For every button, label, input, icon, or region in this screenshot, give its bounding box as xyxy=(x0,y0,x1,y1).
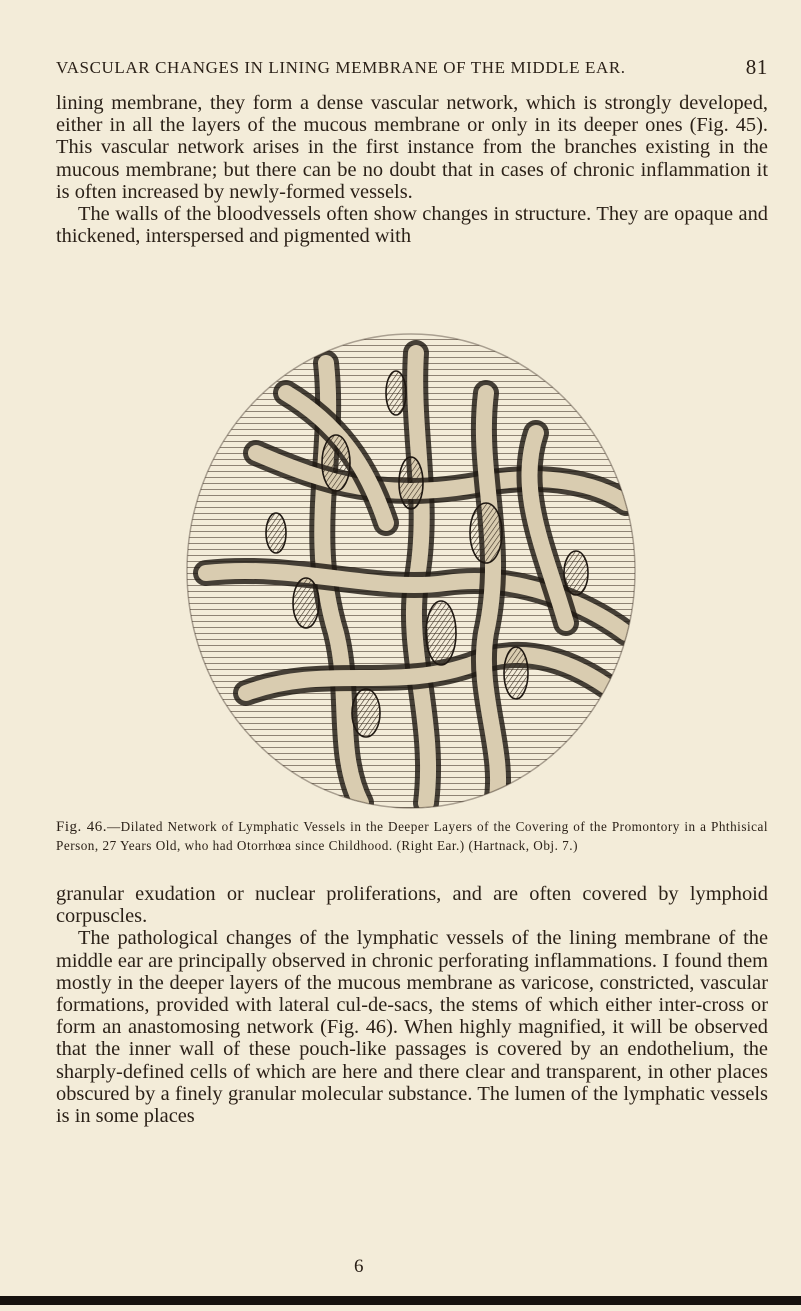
cul-de-sac-pouch xyxy=(470,503,502,563)
running-head xyxy=(56,55,768,79)
cul-de-sac-pouch xyxy=(399,457,423,509)
bottom-edge-rule xyxy=(0,1296,801,1305)
cul-de-sac-pouch xyxy=(266,513,286,553)
cul-de-sac-pouch xyxy=(293,578,319,628)
paragraph-3: granular exudation or nuclear proliferations, and are often covered by lymphoid corpuscles. xyxy=(56,883,768,928)
lymphatic-network-illustration xyxy=(186,333,636,809)
text-block-bottom xyxy=(56,883,768,1127)
signature-mark: 6 xyxy=(354,1256,364,1277)
figure-engraving xyxy=(186,333,636,809)
cul-de-sac-pouch xyxy=(386,371,406,415)
text-block-top xyxy=(56,92,768,247)
running-head-title: VASCULAR CHANGES IN LINING MEMBRANE OF THE MIDDLE EAR. xyxy=(56,58,626,77)
paragraph-1: lining membrane, they form a dense vascular network, which is strongly developed, either in all the layers of the mucous membrane or only in its deeper ones (Fig. 45). This vascular network arises in the first instance from the branches existing in the mucous membrane; but there can be no doubt that in cases of chronic inflammation it is often increased by newly-formed vessels. xyxy=(56,92,768,203)
figure-caption-text: —Dilated Network of Lymphatic Vessels in the Deeper Layers of the Covering of the Promontory in a Phthisical Person, 27 Years Old, who had Otorrhœa since Childhood. (Right Ear.) (Hartnack, Obj. 7.) xyxy=(56,819,769,853)
page-number: 81 xyxy=(745,55,768,79)
cul-de-sac-pouch xyxy=(352,689,380,737)
cul-de-sac-pouch xyxy=(426,601,456,665)
figure-caption xyxy=(56,818,768,854)
cul-de-sac-pouch xyxy=(564,551,588,595)
paragraph-2: The walls of the bloodvessels often show changes in structure. They are opaque and thickened, interspersed and pigmented with xyxy=(56,203,768,248)
cul-de-sac-pouch xyxy=(504,647,528,699)
cul-de-sac-pouch xyxy=(322,435,350,491)
paragraph-4: The pathological changes of the lymphatic vessels of the lining membrane of the middle ear are principally observed in chronic perforating inflammations. I found them mostly in the deeper layers of the mucous membrane as varicose, constricted, vascular formations, provided with lateral cul-de-sacs, the stems of which either inter-cross or form an anastomosing network (Fig. 46). When highly magnified, it will be observed that the inner wall of these pouch-like passages is covered by an endothelium, the sharply-defined cells of which are here and there clear and transparent, in other places obscured by a finely granular molecular substance. The lumen of the lymphatic vessels is in some places xyxy=(56,927,768,1128)
engraving-field xyxy=(186,333,636,809)
figure-label: Fig. 46. xyxy=(56,819,107,835)
